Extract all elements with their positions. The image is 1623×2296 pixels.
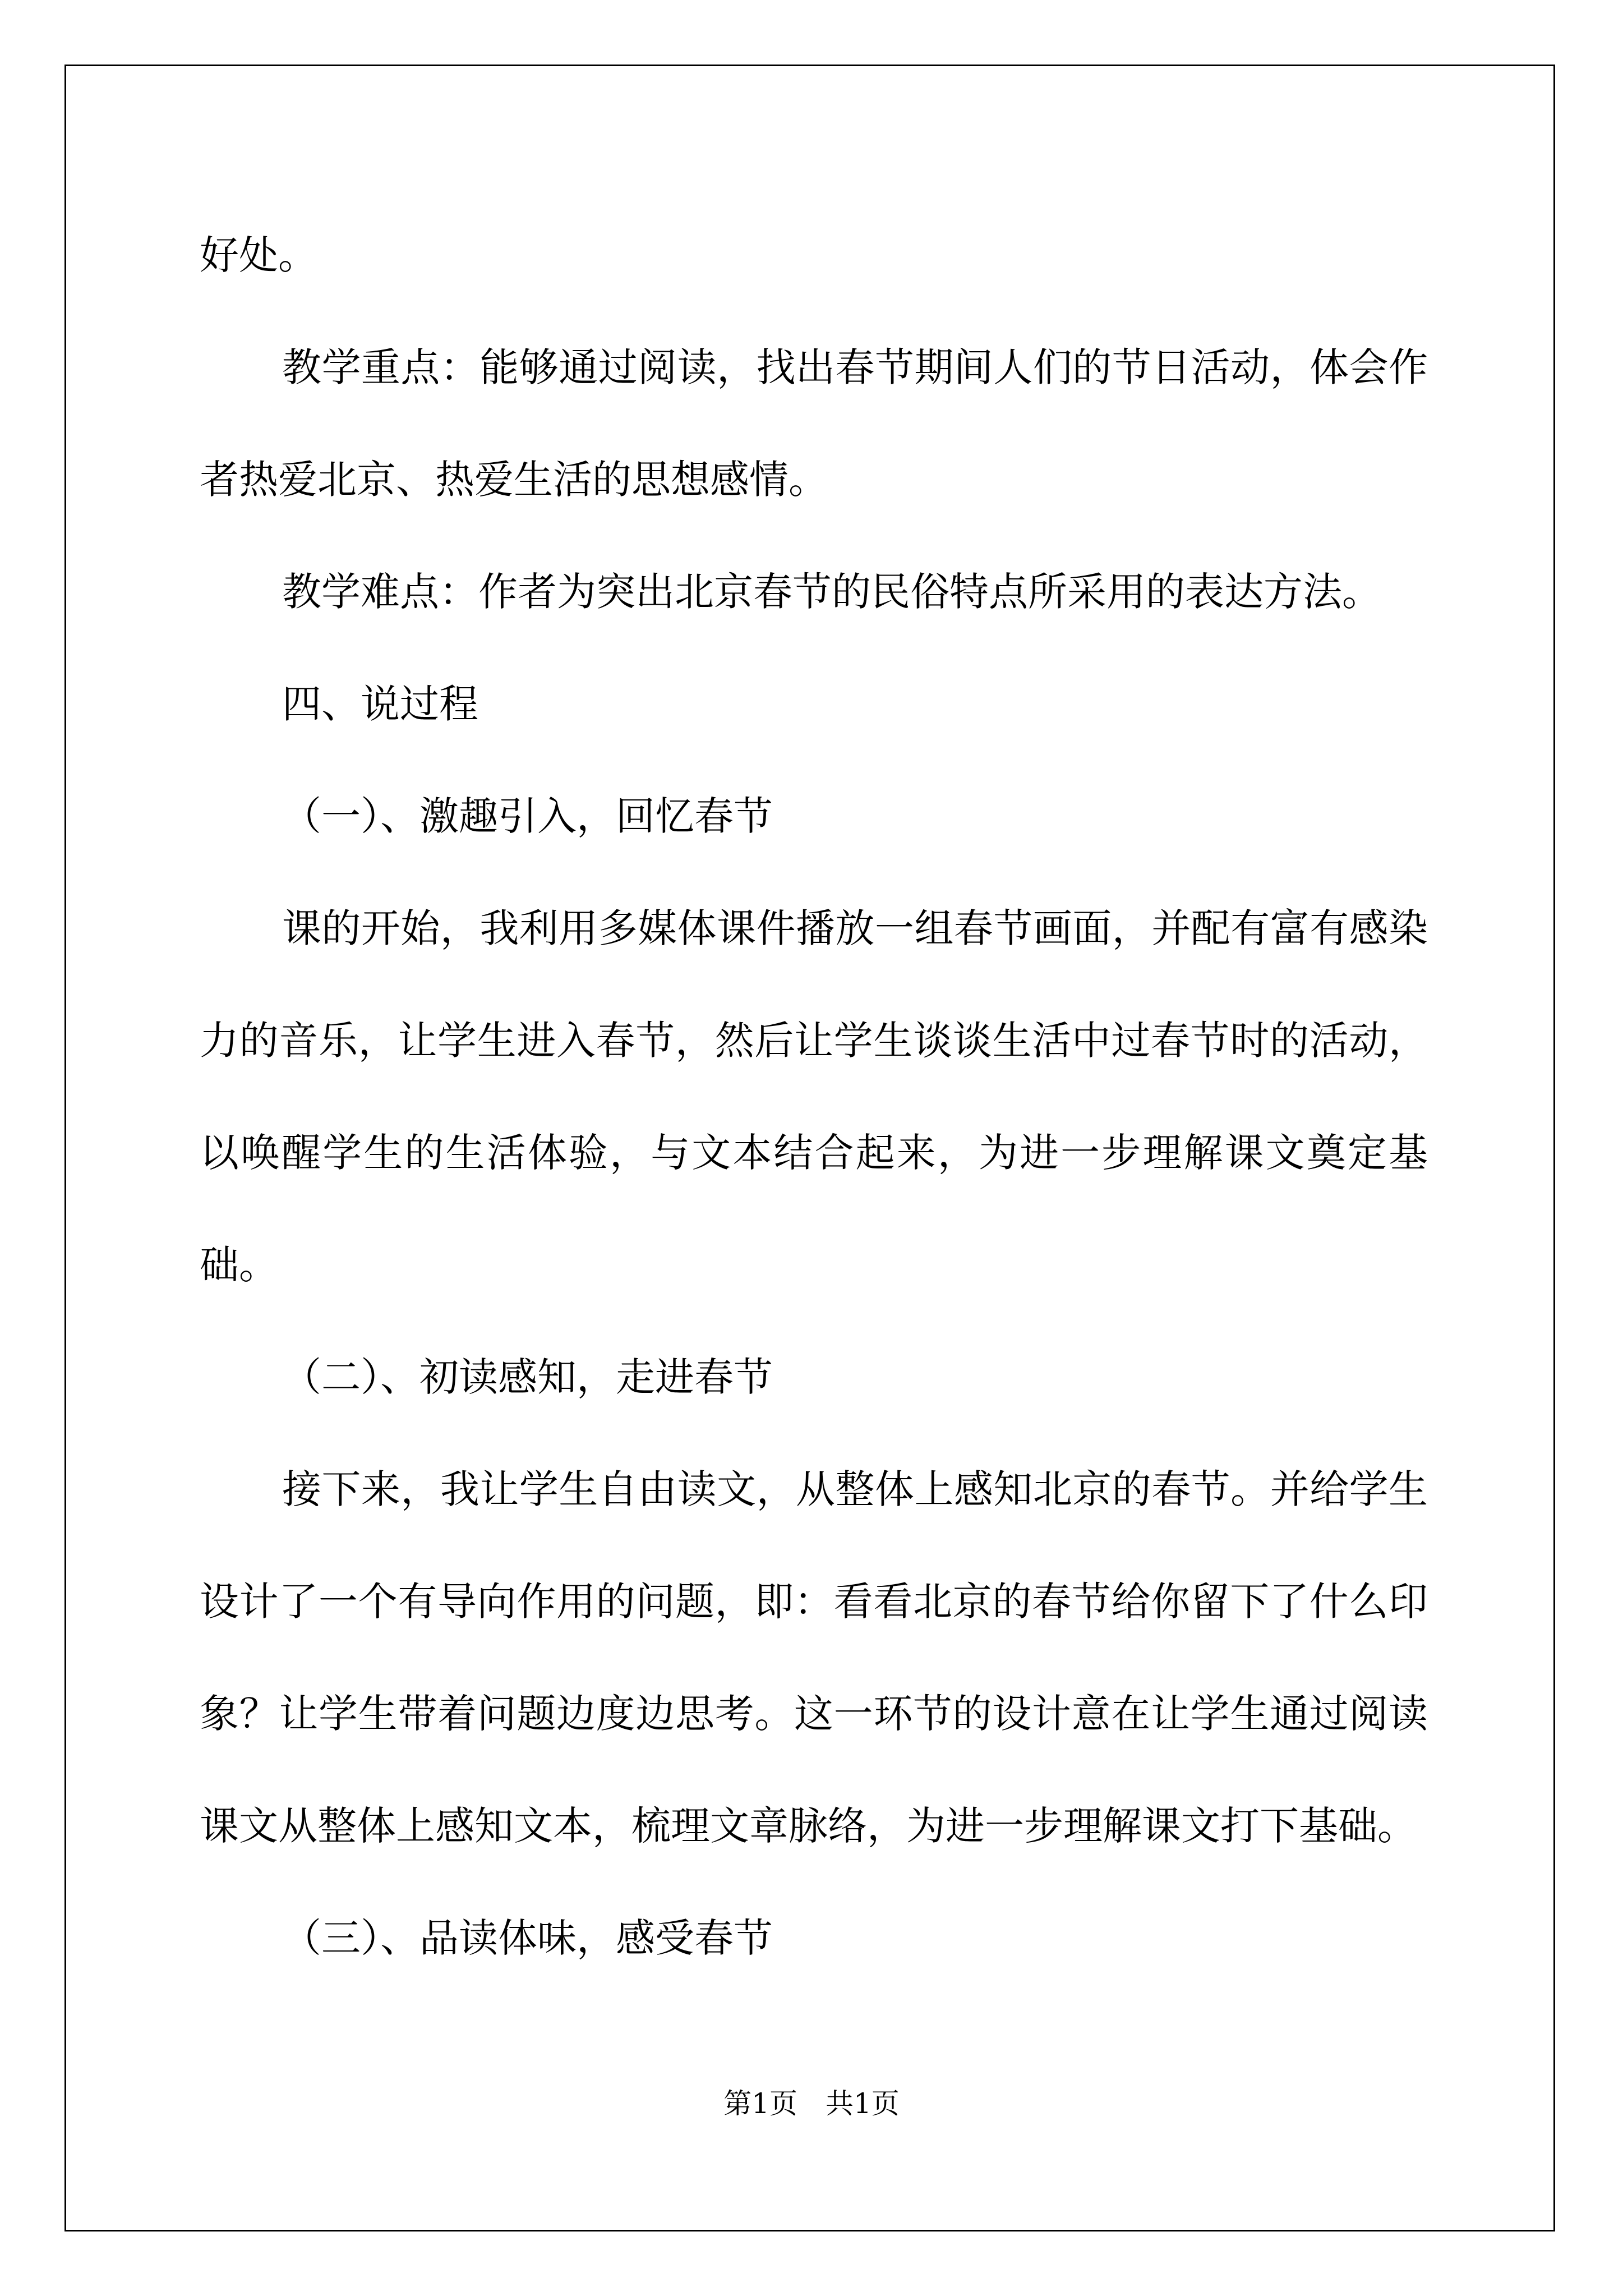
paragraph-step-1: 课的开始，我利用多媒体课件播放一组春节画面，并配有富有感染力的音乐，让学生进入春节，然后让学生谈谈生活中过春节时的活动，以唤醒学生的生活体验，与文本结合起来，为进一步理解课文奠定基础。 bbox=[200, 905, 1428, 1288]
page-number-footer: 第1页 共1页 bbox=[723, 2087, 900, 2120]
paragraph-step-2: 接下来，我让学生自由读文，从整体上感知北京的春节。并给学生设计了一个有导向作用的问题，即：看看北京的春节给你留下了什么印象？让学生带着问题边度边思考。这一环节的设计意在让学生通过阅读课文从整体上感知文本，梳理文章脉络，为进一步理解课文打下基础。 bbox=[200, 1466, 1428, 1849]
paragraph-continuation: 好处。 bbox=[200, 232, 317, 278]
document-body bbox=[200, 199, 1428, 1994]
section-heading-process: 四、说过程 bbox=[282, 681, 478, 727]
subheading-step-1: （一）、激趣引入，回忆春节 bbox=[282, 793, 773, 839]
paragraph-teaching-difficulty: 教学难点：作者为突出北京春节的民俗特点所采用的表达方法。 bbox=[282, 569, 1381, 615]
paragraph-teaching-focus: 教学重点：能够通过阅读，找出春节期间人们的节日活动，体会作者热爱北京、热爱生活的思想感情。 bbox=[200, 344, 1428, 503]
subheading-step-3: （三）、品读体味，感受春节 bbox=[282, 1915, 773, 1961]
subheading-step-2: （二）、初读感知，走进春节 bbox=[282, 1354, 773, 1400]
